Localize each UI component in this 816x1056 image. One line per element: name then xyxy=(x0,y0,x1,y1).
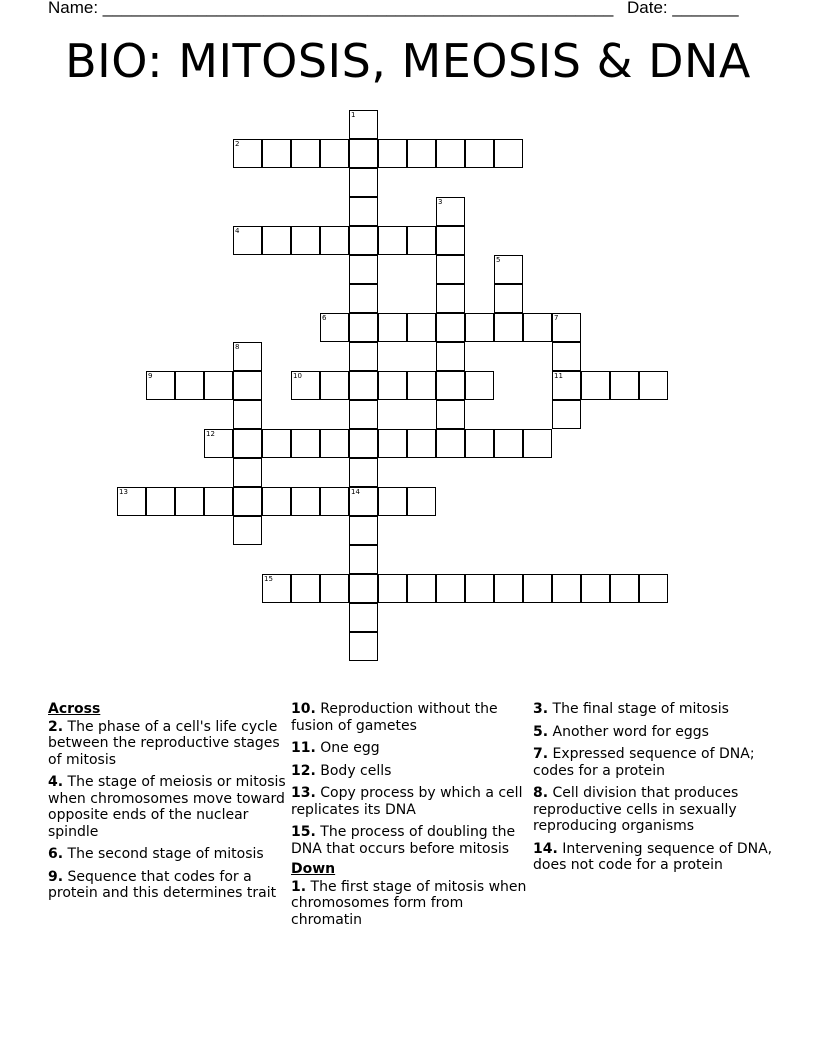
cell-number: 3 xyxy=(438,198,443,206)
clues-column-3 xyxy=(533,701,773,880)
clue-across-9: 9. Sequence that codes for a protein and this determines trait xyxy=(48,868,277,901)
grid-cell[interactable] xyxy=(349,429,378,458)
grid-cell[interactable] xyxy=(378,574,407,603)
cell-number: 14 xyxy=(351,488,360,496)
grid-cell[interactable] xyxy=(146,487,175,516)
cell-number: 10 xyxy=(293,372,302,380)
grid-cell[interactable] xyxy=(523,429,552,458)
grid-cell[interactable] xyxy=(494,429,523,458)
grid-cell[interactable] xyxy=(349,226,378,255)
grid-cell[interactable] xyxy=(523,313,552,342)
cell-number: 11 xyxy=(554,372,563,380)
grid-cell[interactable] xyxy=(581,574,610,603)
grid-cell[interactable] xyxy=(465,574,494,603)
grid-cell[interactable] xyxy=(407,371,436,400)
grid-cell[interactable] xyxy=(407,574,436,603)
clue-down-1: 1. The first stage of mitosis when chromosomes form from chromatin xyxy=(291,878,527,928)
grid-cell[interactable] xyxy=(233,516,262,545)
grid-cell[interactable] xyxy=(436,429,465,458)
grid-cell[interactable] xyxy=(349,313,378,342)
grid-cell[interactable] xyxy=(465,429,494,458)
grid-cell[interactable] xyxy=(320,226,349,255)
grid-cell[interactable] xyxy=(146,371,175,400)
grid-cell[interactable] xyxy=(204,487,233,516)
grid-cell[interactable] xyxy=(262,574,291,603)
grid-cell[interactable] xyxy=(378,371,407,400)
grid-cell[interactable] xyxy=(291,371,320,400)
grid-cell[interactable] xyxy=(436,197,465,226)
grid-cell[interactable] xyxy=(407,313,436,342)
grid-cell[interactable] xyxy=(639,574,668,603)
clue-across-10: 10. Reproduction without the fusion of gametes xyxy=(291,701,498,734)
grid-cell[interactable] xyxy=(262,429,291,458)
grid-cell[interactable] xyxy=(349,197,378,226)
grid-cell[interactable] xyxy=(436,371,465,400)
grid-cell[interactable] xyxy=(465,313,494,342)
grid-cell[interactable] xyxy=(610,371,639,400)
grid-cell[interactable] xyxy=(233,226,262,255)
grid-cell[interactable] xyxy=(407,226,436,255)
grid-cell[interactable] xyxy=(610,574,639,603)
grid-cell[interactable] xyxy=(494,574,523,603)
grid-cell[interactable] xyxy=(378,429,407,458)
grid-cell[interactable] xyxy=(233,400,262,429)
grid-cell[interactable] xyxy=(349,284,378,313)
grid-cell[interactable] xyxy=(436,574,465,603)
grid-cell[interactable] xyxy=(175,371,204,400)
grid-cell[interactable] xyxy=(204,371,233,400)
clue-across-2: 2. The phase of a cell's life cycle between the reproductive stages of mitosis xyxy=(48,718,280,768)
grid-cell[interactable] xyxy=(320,313,349,342)
grid-cell[interactable] xyxy=(349,574,378,603)
grid-cell[interactable] xyxy=(233,342,262,371)
grid-cell[interactable] xyxy=(320,371,349,400)
grid-cell[interactable] xyxy=(349,632,378,661)
grid-cell[interactable] xyxy=(349,255,378,284)
grid-cell[interactable] xyxy=(262,226,291,255)
grid-cell[interactable] xyxy=(436,313,465,342)
grid-cell[interactable] xyxy=(407,139,436,168)
clue-down-3: 3. The final stage of mitosis xyxy=(533,701,729,717)
clue-across-12: 12. Body cells xyxy=(291,762,392,779)
grid-cell[interactable] xyxy=(494,139,523,168)
clue-down-8: 8. Cell division that produces reproductive cells in sexually reproducing organisms xyxy=(533,785,739,834)
grid-cell[interactable] xyxy=(262,139,291,168)
grid-cell[interactable] xyxy=(378,226,407,255)
grid-cell[interactable] xyxy=(233,139,262,168)
grid-cell[interactable] xyxy=(349,458,378,487)
grid-cell[interactable] xyxy=(320,429,349,458)
clue-down-5: 5. Another word for eggs xyxy=(533,723,709,740)
grid-cell[interactable] xyxy=(291,487,320,516)
grid-cell[interactable] xyxy=(233,371,262,400)
grid-cell[interactable] xyxy=(552,371,581,400)
cell-number: 7 xyxy=(554,314,559,322)
grid-cell[interactable] xyxy=(465,139,494,168)
grid-cell[interactable] xyxy=(407,487,436,516)
grid-cell[interactable] xyxy=(494,313,523,342)
grid-cell[interactable] xyxy=(262,487,291,516)
grid-cell[interactable] xyxy=(436,400,465,429)
grid-cell[interactable] xyxy=(436,284,465,313)
grid-cell[interactable] xyxy=(436,342,465,371)
clue-down-7: 7. Expressed sequence of DNA; codes for a protein xyxy=(533,746,755,779)
grid-cell[interactable] xyxy=(436,255,465,284)
grid-cell[interactable] xyxy=(320,574,349,603)
grid-cell[interactable] xyxy=(378,139,407,168)
clue-across-11: 11. One egg xyxy=(291,740,380,756)
grid-cell[interactable] xyxy=(378,313,407,342)
grid-cell[interactable] xyxy=(494,255,523,284)
grid-cell[interactable] xyxy=(349,603,378,632)
clues-column-2 xyxy=(291,701,531,934)
grid-cell[interactable] xyxy=(349,487,378,516)
clues-column-1 xyxy=(48,701,288,908)
cell-number: 2 xyxy=(235,140,240,148)
grid-cell[interactable] xyxy=(291,226,320,255)
grid-cell[interactable] xyxy=(552,400,581,429)
grid-cell[interactable] xyxy=(233,429,262,458)
cell-number: 6 xyxy=(322,314,327,322)
cell-number: 1 xyxy=(351,111,356,119)
grid-cell[interactable] xyxy=(175,487,204,516)
puzzle-title: BIO: MITOSIS, MEOSIS & DNA xyxy=(65,34,751,88)
grid-cell[interactable] xyxy=(349,371,378,400)
cell-number: 9 xyxy=(148,372,153,380)
clue-across-6: 6. The second stage of mitosis xyxy=(48,846,264,862)
grid-cell[interactable] xyxy=(349,168,378,197)
down-heading: Down xyxy=(291,861,336,877)
grid-cell[interactable] xyxy=(291,139,320,168)
clue-across-4: 4. The stage of meiosis or mitosis when chromosomes move toward opposite ends of the nuclear spindle xyxy=(48,774,286,840)
clue-across-13: 13. Copy process by which a cell replicates its DNA xyxy=(291,785,523,818)
grid-cell[interactable] xyxy=(233,458,262,487)
grid-cell[interactable] xyxy=(291,574,320,603)
grid-cell[interactable] xyxy=(552,342,581,371)
cell-number: 13 xyxy=(119,488,128,496)
grid-cell[interactable] xyxy=(436,226,465,255)
cell-number: 12 xyxy=(206,430,215,438)
cell-number: 15 xyxy=(264,575,273,583)
grid-cell[interactable] xyxy=(523,574,552,603)
grid-cell[interactable] xyxy=(117,487,146,516)
clue-across-15: 15. The process of doubling the DNA that occurs before mitosis xyxy=(291,824,516,857)
across-heading: Across xyxy=(48,701,101,717)
grid-cell[interactable] xyxy=(494,284,523,313)
grid-cell[interactable] xyxy=(320,139,349,168)
grid-cell[interactable] xyxy=(378,487,407,516)
name-field-label[interactable]: Name: ______________________________________________________ xyxy=(48,0,614,17)
grid-cell[interactable] xyxy=(552,313,581,342)
grid-cell[interactable] xyxy=(349,545,378,574)
grid-cell[interactable] xyxy=(465,371,494,400)
grid-cell[interactable] xyxy=(349,110,378,139)
cell-number: 8 xyxy=(235,343,240,351)
grid-cell[interactable] xyxy=(204,429,233,458)
date-field-label[interactable]: Date: _______ xyxy=(627,0,739,17)
grid-cell[interactable] xyxy=(349,400,378,429)
grid-cell[interactable] xyxy=(233,487,262,516)
grid-cell[interactable] xyxy=(581,371,610,400)
clue-down-14: 14. Intervening sequence of DNA, does not code for a protein xyxy=(533,840,773,873)
grid-cell[interactable] xyxy=(349,139,378,168)
grid-cell[interactable] xyxy=(552,574,581,603)
grid-cell[interactable] xyxy=(407,429,436,458)
cell-number: 5 xyxy=(496,256,501,264)
cell-number: 4 xyxy=(235,227,240,235)
grid-cell[interactable] xyxy=(349,342,378,371)
grid-cell[interactable] xyxy=(436,139,465,168)
grid-cell[interactable] xyxy=(320,487,349,516)
grid-cell[interactable] xyxy=(349,516,378,545)
grid-cell[interactable] xyxy=(291,429,320,458)
grid-cell[interactable] xyxy=(639,371,668,400)
